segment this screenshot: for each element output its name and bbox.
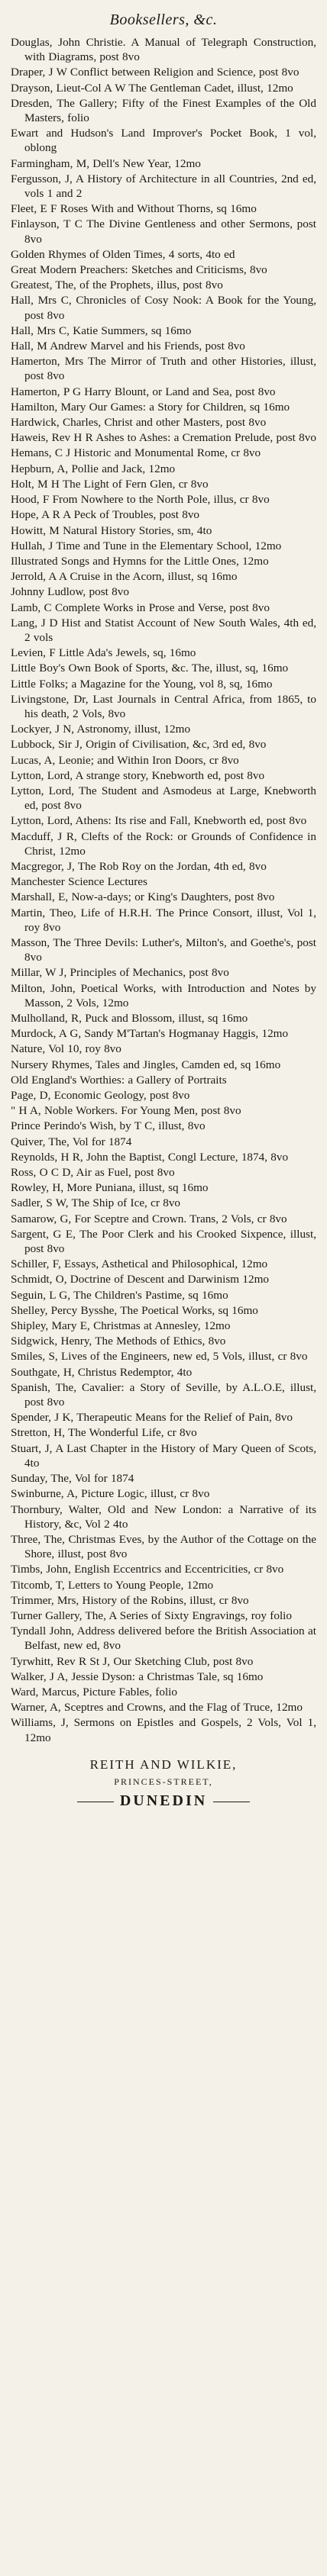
book-entry: Golden Rhymes of Olden Times, 4 sorts, 4to ed (11, 247, 235, 261)
book-entry: Levien, F Little Ada's Jewels, sq, 16mo (11, 646, 196, 660)
book-entry: Dresden, The Gallery; Fifty of the Finest Examples of the Old Masters, folio (11, 96, 316, 125)
book-entry: Nature, Vol 10, roy 8vo (11, 1042, 121, 1056)
book-entry: Ward, Marcus, Picture Fables, folio (11, 1685, 177, 1699)
book-entry: Macgregor, J, The Rob Roy on the Jordan, 4th ed, 8vo (11, 859, 267, 873)
book-list (11, 35, 316, 1745)
book-entry: Quiver, The, Vol for 1874 (11, 1135, 132, 1148)
book-entry: Shipley, Mary E, Christmas at Annesley, 12mo (11, 1319, 231, 1333)
book-entry: Hardwick, Charles, Christ and other Masters, post 8vo (11, 416, 267, 430)
book-entry: Greatest, The, of the Prophets, illus, post 8vo (11, 279, 223, 292)
book-entry: Howitt, M Natural History Stories, sm, 4to (11, 523, 212, 537)
book-entry: Spanish, The, Cavalier: a Story of Seville, by A.L.O.E, illust, post 8vo (11, 1380, 316, 1409)
book-entry: Murdock, A G, Sandy M'Tartan's Hogmanay Haggis, 12mo (11, 1027, 289, 1041)
book-entry: Hamerton, P G Harry Blount, or Land and Sea, post 8vo (11, 385, 276, 398)
book-entry: Stretton, H, The Wonderful Life, cr 8vo (11, 1426, 197, 1440)
book-entry: Trimmer, Mrs, History of the Robins, illust, cr 8vo (11, 1593, 249, 1607)
book-entry: Williams, J, Sermons on Epistles and Gospels, 2 Vols, Vol 1, 12mo (11, 1716, 316, 1744)
book-entry: Hall, Mrs C, Chronicles of Cosy Nook: A Book for the Young, post 8vo (11, 294, 316, 322)
book-entry: Swinburne, A, Picture Logic, illust, cr 8vo (11, 1487, 210, 1501)
book-entry: Page, D, Economic Geology, post 8vo (11, 1089, 190, 1103)
book-entry: Illustrated Songs and Hymns for the Little Ones, 12mo (11, 554, 269, 568)
book-entry: Timbs, John, English Eccentrics and Eccentricities, cr 8vo (11, 1563, 284, 1576)
book-entry: Hamerton, Mrs The Mirror of Truth and other Histories, illust, post 8vo (11, 355, 316, 383)
city-name: DUNEDIN (119, 1792, 208, 1809)
book-entry: Millar, W J, Principles of Mechanics, post 8vo (11, 966, 229, 980)
book-entry: Hepburn, A, Pollie and Jack, 12mo (11, 462, 176, 475)
book-entry: Nursery Rhymes, Tales and Jingles, Camden ed, sq 16mo (11, 1058, 281, 1071)
book-entry: Lytton, Lord, The Student and Asmodeus at Large, Knebworth ed, post 8vo (11, 784, 316, 813)
book-entry: Little Folks; a Magazine for the Young, vol 8, sq, 16mo (11, 677, 273, 691)
book-entry: Mulholland, R, Puck and Blossom, illust, sq 16mo (11, 1012, 248, 1025)
book-entry: Farmingham, M, Dell's New Year, 12mo (11, 156, 201, 170)
book-entry: Masson, The Three Devils: Luther's, Milton's, and Goethe's, post 8vo (11, 935, 316, 964)
book-entry: Reynolds, H R, John the Baptist, Congl Lecture, 1874, 8vo (11, 1150, 289, 1164)
section-header: Booksellers, &c. (109, 11, 218, 28)
book-entry: Lamb, C Complete Works in Prose and Verse, post 8vo (11, 601, 270, 614)
street-address: PRINCES-STREET, (114, 1776, 213, 1787)
book-entry: Draper, J W Conflict between Religion and Science, post 8vo (11, 66, 299, 79)
book-entry: Southgate, H, Christus Redemptor, 4to (11, 1365, 193, 1379)
book-entry: Fergusson, J, A History of Architecture in all Countries, 2nd ed, vols 1 and 2 (11, 172, 316, 201)
book-entry: Sargent, G E, The Poor Clerk and his Crooked Sixpence, illust, post 8vo (11, 1227, 316, 1256)
book-entry: Douglas, John Christie. A Manual of Telegraph Construction, with Diagrams, post 8vo (11, 36, 316, 64)
book-entry: Warner, A, Sceptres and Crowns, and the Flag of Truce, 12mo (11, 1701, 303, 1715)
firm-name: REITH AND WILKIE, (89, 1757, 238, 1772)
book-entry: Hall, Mrs C, Katie Summers, sq 16mo (11, 324, 192, 337)
book-entry: Finlayson, T C The Divine Gentleness and other Sermons, post 8vo (11, 217, 316, 246)
book-entry: Rowley, H, More Puniana, illust, sq 16mo (11, 1181, 209, 1195)
book-entry: Hamilton, Mary Our Games: a Story for Children, sq 16mo (11, 400, 290, 414)
book-entry: Walker, J A, Jessie Dyson: a Christmas Tale, sq 16mo (11, 1670, 264, 1683)
publisher-footer (11, 1756, 316, 1812)
book-entry: Great Modern Preachers: Sketches and Criticisms, 8vo (11, 263, 267, 277)
book-entry: Old England's Worthies: a Gallery of Portraits (11, 1073, 227, 1087)
book-entry: Stuart, J, A Last Chapter in the History of Mary Queen of Scots, 4to (11, 1441, 316, 1470)
book-entry: " H A, Noble Workers. For Young Men, post 8vo (11, 1104, 241, 1118)
book-entry: Sunday, The, Vol for 1874 (11, 1472, 134, 1486)
book-entry: Marshall, E, Now-a-days; or King's Daughters, post 8vo (11, 890, 275, 904)
book-entry: Ewart and Hudson's Land Improver's Pocket Book, 1 vol, oblong (11, 127, 316, 155)
book-entry: Manchester Science Lectures (11, 875, 147, 889)
book-entry: Sadler, S W, The Ship of Ice, cr 8vo (11, 1196, 181, 1210)
book-entry: Tyrwhitt, Rev R St J, Our Sketching Club, post 8vo (11, 1654, 254, 1668)
book-entry: Holt, M H The Light of Fern Glen, cr 8vo (11, 477, 209, 491)
book-entry: Lucas, A, Leonie; and Within Iron Doors, cr 8vo (11, 753, 239, 767)
book-entry: Prince Perindo's Wish, by T C, illust, 8vo (11, 1119, 206, 1133)
book-entry: Sidgwick, Henry, The Methods of Ethics, 8vo (11, 1335, 226, 1348)
book-entry: Spender, J K, Therapeutic Means for the Relief of Pain, 8vo (11, 1411, 293, 1425)
book-entry: Samarow, G, For Sceptre and Crown. Trans, 2 Vols, cr 8vo (11, 1212, 287, 1225)
book-entry: Hope, A R A Peck of Troubles, post 8vo (11, 508, 200, 522)
book-entry: Smiles, S, Lives of the Engineers, new ed, 5 Vols, illust, cr 8vo (11, 1350, 308, 1364)
book-entry: Three, The, Christmas Eves, by the Author of the Cottage on the Shore, illust, post 8vo (11, 1532, 316, 1561)
city-line (11, 1789, 316, 1812)
book-entry: Lytton, Lord, Athens: Its rise and Fall, Knebworth ed, post 8vo (11, 814, 307, 828)
book-entry: Seguin, L G, The Children's Pastime, sq 16mo (11, 1288, 228, 1302)
book-entry: Martin, Theo, Life of H.R.H. The Prince Consort, illust, Vol 1, roy 8vo (11, 906, 316, 934)
book-entry: Ross, O C D, Air as Fuel, post 8vo (11, 1166, 175, 1180)
book-entry: Livingstone, Dr, Last Journals in Central Africa, from 1865, to his death, 2 Vols, 8vo (11, 692, 316, 720)
book-entry: Drayson, Lieut-Col A W The Gentleman Cadet, illust, 12mo (11, 81, 293, 95)
book-entry: Jerrold, A A Cruise in the Acorn, illust, sq 16mo (11, 570, 238, 584)
book-entry: Haweis, Rev H R Ashes to Ashes: a Cremation Prelude, post 8vo (11, 431, 316, 445)
book-entry: Hall, M Andrew Marvel and his Friends, post 8vo (11, 340, 245, 353)
book-entry: Shelley, Percy Bysshe, The Poetical Works, sq 16mo (11, 1303, 258, 1317)
book-entry: Hullah, J Time and Tune in the Elementary School, 12mo (11, 539, 282, 552)
book-entry: Hood, F From Nowhere to the North Pole, illus, cr 8vo (11, 493, 270, 507)
book-entry: Macduff, J R, Clefts of the Rock: or Grounds of Confidence in Christ, 12mo (11, 829, 316, 858)
book-entry: Turner Gallery, The, A Series of Sixty Engravings, roy folio (11, 1608, 292, 1622)
book-entry: Lubbock, Sir J, Origin of Civilisation, &c, 3rd ed, 8vo (11, 738, 267, 752)
book-entry: Schiller, F, Essays, Asthetical and Philosophical, 12mo (11, 1257, 268, 1271)
book-entry: Lytton, Lord, A strange story, Knebworth ed, post 8vo (11, 768, 265, 782)
book-entry: Milton, John, Poetical Works, with Introduction and Notes by Masson, 2 Vols, 12mo (11, 981, 316, 1009)
book-entry: Schmidt, O, Doctrine of Descent and Darwinism 12mo (11, 1273, 269, 1286)
book-entry: Little Boy's Own Book of Sports, &c. The, illust, sq, 16mo (11, 662, 289, 675)
book-entry: Titcomb, T, Letters to Young People, 12mo (11, 1578, 214, 1592)
book-entry: Lang, J D Hist and Statist Account of New South Wales, 4th ed, 2 vols (11, 616, 316, 644)
book-entry: Fleet, E F Roses With and Without Thorns, sq 16mo (11, 202, 257, 216)
book-entry: Hemans, C J Historic and Monumental Rome, cr 8vo (11, 446, 261, 460)
book-entry: Thornbury, Walter, Old and New London: a Narrative of its History, &c, Vol 2 4to (11, 1502, 316, 1531)
book-entry: Tyndall John, Address delivered before the British Association at Belfast, new ed, 8vo (11, 1624, 316, 1653)
book-entry: Lockyer, J N, Astronomy, illust, 12mo (11, 723, 191, 736)
book-entry: Johnny Ludlow, post 8vo (11, 585, 129, 599)
